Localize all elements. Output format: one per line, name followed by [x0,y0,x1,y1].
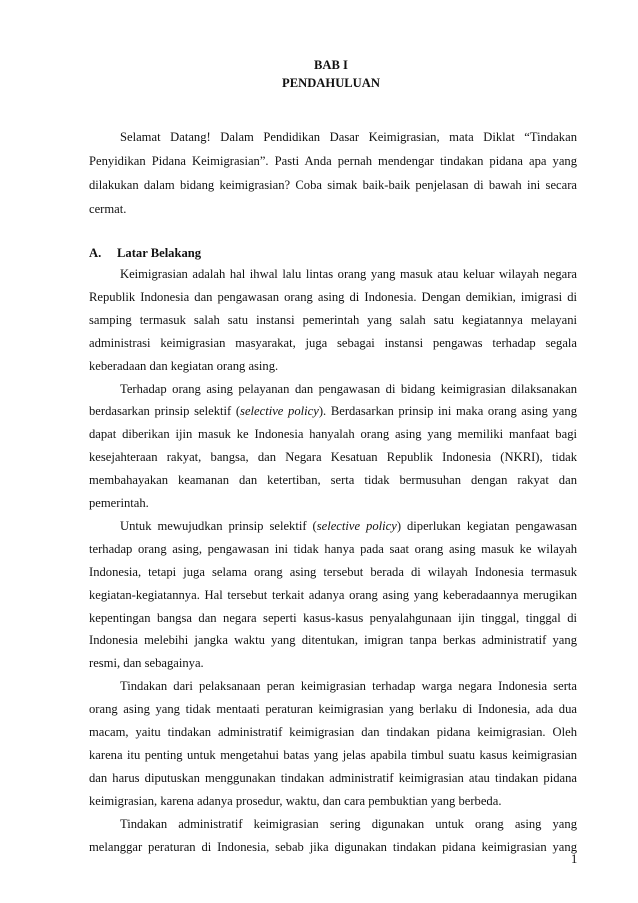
body-line [89,563,577,581]
body-line [120,815,577,833]
body-line [89,609,577,627]
body-line [89,334,577,352]
body-text-segment: Terhadap orang asing pelayanan dan pengawasan di bidang keimigrasian dilaksanakan [120,381,577,396]
chapter-number: BAB I [314,58,348,72]
body-line [89,769,577,787]
body-text-segment: membahayakan keamanan dan ketertiban, serta tidak bermusuhan dengan rakyat dan [89,473,577,488]
body-text-segment: Tindakan administratif keimigrasian sering digunakan untuk orang asing yang [120,816,577,831]
body-line [89,448,577,466]
body-line [89,402,577,420]
body-line [89,357,577,375]
body-line [89,792,577,810]
body-line [89,838,577,856]
body-line [89,540,577,558]
body-text-segment: keberadaan dan kegiatan orang asing. [89,358,279,373]
body-line [89,654,577,672]
chapter-title: PENDAHULUAN [282,76,380,90]
body-text-segment: resmi, dan sebagainya. [89,656,204,671]
body-text-segment: Republik Indonesia dan pengawasan orang asing di Indonesia. Dengan demikian, imigrasi di [89,289,577,304]
body-text-segment: keimigrasian, karena adanya prosedur, waktu, dan cara pembuktian yang berbeda. [89,793,502,808]
section-title: Latar Belakang [117,246,202,260]
intro-line: Selamat Datang! Dalam Pendidikan Dasar Keimigrasian, mata Diklat “Tindakan [120,130,577,144]
body-text-segment: melanggar peraturan di Indonesia, sebab jika digunakan tindakan pidana keimigrasian yang [89,839,577,854]
body-line [89,471,577,489]
body-text-segment: kepentingan bangsa dan negara seperti kasus-kasus penyalahgunaan ijin tinggal, tinggal di [89,610,577,625]
section-heading [89,244,577,262]
body-text-segment: macam, yaitu tindakan administratif keimigrasian dan tindakan pidana keimigrasian. Oleh [89,725,577,739]
body-text-segment: Keimigrasian adalah hal ihwal lalu lintas orang yang masuk atau keluar wilayah negara [120,267,577,281]
body-text-segment: Untuk mewujudkan prinsip selektif ( [120,518,317,533]
body-line [120,265,577,283]
body-text-segment: Indonesia melebihi jangka waktu yang ditentukan, imigran tanpa berkas administratif yang [89,633,577,648]
italic-term: selective policy [240,404,319,419]
body-line [89,425,577,443]
body-text-segment: kesejahteraan rakyat, bangsa, dan Negara Kesatuan Republik Indonesia (NKRI), tidak [89,450,577,465]
body-text-segment: orang asing yang tidak mentaati peraturan keimigrasian yang berlaku di Indonesia, ada dua [89,702,577,717]
body-line [89,746,577,764]
body-line [89,700,577,718]
intro-line: cermat. [89,202,127,216]
body-text-segment: dapat diberikan ijin masuk ke Indonesia hanyalah orang asing yang memiliki manfaat bagi [89,427,577,442]
body-text-segment: administrasi keimigrasian masyarakat, juga sebagai instansi pengawas terhadap segala [89,335,577,350]
body-line [120,380,577,398]
body-text-segment: terhadap orang asing, pengawasan ini tidak hanya pada saat orang asing masuk ke wilayah [89,541,577,556]
body-line [89,288,577,306]
body-text-segment: ) diperlukan kegiatan pengawasan [396,518,577,533]
body-line [89,311,577,329]
body-line [89,723,577,741]
body-line [89,494,577,512]
body-text-segment: berdasarkan prinsip selektif ( [89,404,241,419]
body-text-segment: pemerintah. [89,496,149,510]
body-text-segment: Tindakan dari pelaksanaan peran keimigrasian terhadap warga negara Indonesia serta [120,679,577,694]
body-line [89,631,577,649]
body-line [120,517,577,535]
body-text-segment: dan harus diputuskan menggunakan tindakan administratif keimigrasian atau tindakan pidana [89,770,577,785]
body-line [120,677,577,695]
intro-line: Penyidikan Pidana Keimigrasian”. Pasti Anda pernah mendengar tindakan pidana apa yang [89,154,577,168]
section-letter: A. [89,246,102,260]
intro-line: dilakukan dalam bidang keimigrasian? Coba simak baik-baik penjelasan di bawah ini secara [89,178,577,192]
body-text-segment: Indonesia, tetapi juga selama orang asing tersebut berada di wilayah Indonesia termasuk [89,564,577,579]
body-text-segment: ). Berdasarkan prinsip ini maka orang asing yang [318,404,577,419]
body-text-segment: karena itu penting untuk mengetahui batas yang jelas apabila timbul suatu kasus keimigrasian [89,747,577,762]
page-number: 1 [571,852,578,866]
body-text-segment: kegiatan-kegiatannya. Hal tersebut terkait adanya orang asing yang keberadaannya merugikan [89,587,577,602]
body-line [89,586,577,604]
italic-term: selective policy [316,518,397,533]
body-text-segment: samping termasuk salah satu instansi pemerintah yang salah satu kegiatannya melayani [89,312,577,327]
